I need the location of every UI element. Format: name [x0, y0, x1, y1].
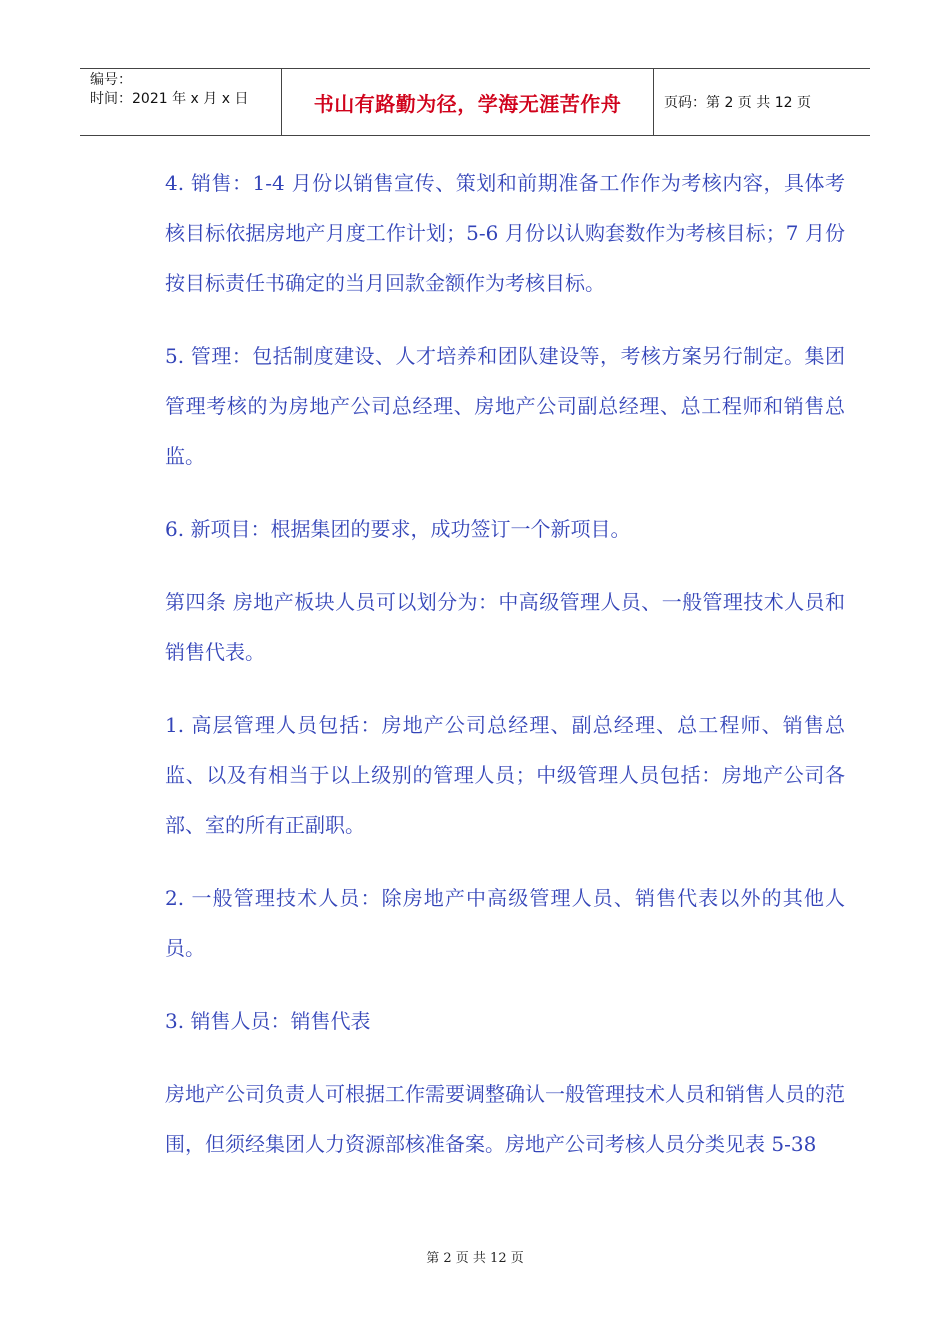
paragraph-management: 5. 管理：包括制度建设、人才培养和团队建设等，考核方案另行制定。集团管理考核的为房地产公司总经理、房地产公司副总经理、总工程师和销售总监。 [165, 344, 845, 468]
paragraph-sales: 4. 销售：1-4 月份以销售宣传、策划和前期准备工作作为考核内容，具体考核目标依据房地产月度工作计划；5-6 月份以认购套数作为考核目标；7 月份按目标责任书确定的当月回款金额作为考核目标。 [165, 171, 845, 295]
paragraph-scope-adjustment: 房地产公司负责人可根据工作需要调整确认一般管理技术人员和销售人员的范围，但须经集团人力资源部核准备案。房地产公司考核人员分类见表 5-38 [165, 1082, 845, 1156]
page-footer: 第 2 页 共 12 页 [426, 1251, 524, 1266]
paragraph-sales-staff: 3. 销售人员：销售代表 [165, 1009, 371, 1033]
paragraph-senior-staff: 1. 高层管理人员包括：房地产公司总经理、副总经理、总工程师、销售总监、以及有相当于以上级别的管理人员；中级管理人员包括：房地产公司各部、室的所有正副职。 [165, 713, 845, 837]
paragraph-new-project: 6. 新项目：根据集团的要求，成功签订一个新项目。 [165, 517, 631, 541]
paragraph-general-staff: 2. 一般管理技术人员：除房地产中高级管理人员、销售代表以外的其他人员。 [165, 886, 845, 960]
header-page-info: 页码：第 2 页 共 12 页 [664, 95, 811, 111]
document-date-label: 时间：2021 年 x 月 x 日 [90, 91, 249, 107]
header-motto: 书山有路勤为径，学海无涯苦作舟 [281, 69, 654, 135]
page-header [80, 68, 870, 136]
header-meta [80, 69, 281, 135]
document-body [165, 158, 845, 1192]
document-number-label: 编号： [90, 72, 132, 88]
paragraph-article-four: 第四条 房地产板块人员可以划分为：中高级管理人员、一般管理技术人员和销售代表。 [165, 590, 845, 664]
